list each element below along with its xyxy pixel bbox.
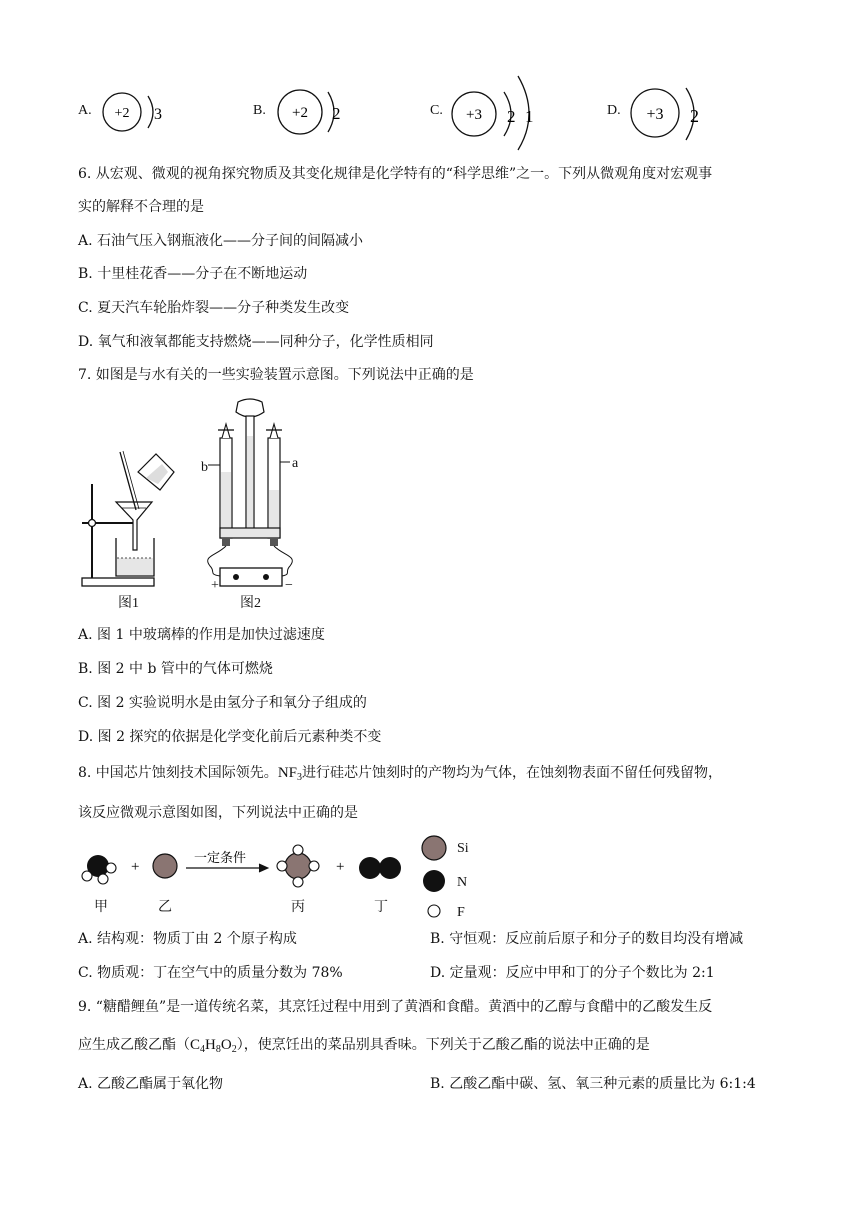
label-jia: 甲 [94, 899, 108, 915]
q7-option-c: C. 图 2 实验说明水是由氢分子和氧分子组成的 [78, 695, 367, 711]
f-atom [106, 863, 116, 873]
shell-arc [148, 96, 153, 128]
electrode-left [222, 538, 230, 546]
q8-stem-pre: 8. 中国芯片蚀刻技术国际领先。 [78, 765, 278, 781]
f-atom [277, 861, 287, 871]
q5-option-b-label: B. [253, 103, 266, 118]
arrow-head [259, 864, 268, 872]
nf3-formula: $NF_3$ [277, 765, 302, 783]
tube-a-label: a [292, 456, 299, 471]
q9-stem-line2: 应生成乙酸乙酯$(C_4H_8O_2)$，使烹饪出的菜品别具香味。下列关于乙酸乙酯的说法中正确的是 [78, 1037, 650, 1055]
f-atom [98, 874, 108, 884]
negative-terminal-label: − [285, 578, 293, 593]
funnel [116, 502, 152, 550]
reservoir-bulb [236, 399, 264, 417]
nucleus-charge: +3 [466, 107, 482, 123]
q5-option-d-label: D. [607, 103, 621, 118]
label-ding: 丁 [374, 899, 388, 915]
atom-legend [420, 834, 454, 920]
q6-option-a: A. 石油气压入钢瓶液化——分子间的间隔减小 [78, 233, 364, 249]
electrode-right [270, 538, 278, 546]
q5-option-c-label: C. [430, 103, 443, 118]
tube-b-label: b [201, 460, 208, 475]
molecule-yi-si-atom [153, 854, 177, 878]
electrolysis-apparatus-figure [198, 396, 308, 596]
n-atom [359, 857, 381, 879]
legend-f: F [457, 905, 465, 920]
shell-electrons-inner: 2 [507, 107, 516, 126]
q7-option-a: A. 图 1 中玻璃棒的作用是加快过滤速度 [78, 627, 325, 643]
legend-n: N [457, 875, 468, 890]
legend-si: Si [457, 841, 469, 856]
fig2-caption: 图2 [240, 596, 261, 611]
tube-b-stopcock [222, 424, 230, 438]
f-atom [309, 861, 319, 871]
ethyl-acetate-formula: $C_4H_8O_2$ [190, 1037, 237, 1055]
molecule-bing [277, 845, 319, 887]
power-supply [220, 568, 282, 586]
q5-option-a-label: A. [78, 103, 92, 118]
si-legend-swatch [422, 836, 446, 860]
q6-option-c: C. 夏天汽车轮胎炸裂——分子种类发生改变 [78, 300, 350, 316]
positive-terminal-label: + [211, 578, 219, 593]
n-legend-swatch [423, 870, 445, 892]
q7-option-d: D. 图 2 探究的依据是化学变化前后元素种类不变 [78, 729, 382, 745]
f-legend-swatch [428, 905, 440, 917]
plus-sign-2: + [336, 859, 345, 875]
nucleus-charge: +3 [646, 106, 664, 123]
shell-electrons: 2 [690, 106, 699, 126]
q6-option-d: D. 氧气和液氧都能支持燃烧——同种分子，化学性质相同 [78, 334, 434, 350]
shell-electrons: 2 [332, 104, 341, 123]
f-atom [293, 845, 303, 855]
si-atom [285, 853, 311, 879]
label-yi: 乙 [158, 899, 172, 915]
q8-option-c: C. 物质观：丁在空气中的质量分数为 78% [78, 965, 343, 981]
fig1-caption: 图1 [118, 596, 139, 611]
q6-stem-line2: 实的解释不合理的是 [78, 199, 204, 215]
f-atom [82, 871, 92, 881]
shell-electrons-outer: 1 [525, 107, 534, 126]
q9-option-a: A. 乙酸乙酯属于氧化物 [78, 1076, 224, 1092]
reaction-condition: 一定条件 [194, 850, 247, 865]
q8-option-b: B. 守恒观：反应前后原子和分子的数目均没有增减 [430, 931, 744, 947]
q8-stem-line1 [78, 766, 722, 783]
q6-option-b: B. 十里桂花香——分子在不断地运动 [78, 266, 308, 282]
q6-stem-line1: 6. 从宏观、微观的视角探究物质及其变化规律是化学特有的“科学思维”之一。下列从微观角度对宏观事 [78, 166, 713, 182]
f-atom [293, 877, 303, 887]
q8-option-a: A. 结构观：物质丁由 2 个原子构成 [78, 931, 297, 947]
q8-option-d: D. 定量观：反应中甲和丁的分子个数比为 2:1 [430, 965, 715, 981]
stand-base [82, 578, 154, 586]
q8-stem-line2: 该反应微观示意图如图，下列说法中正确的是 [78, 805, 358, 821]
nucleus-charge: +2 [292, 105, 308, 121]
tube-a-stopcock [270, 424, 278, 438]
q7-stem: 7. 如图是与水有关的一些实验装置示意图。下列说法中正确的是 [78, 367, 474, 383]
nucleus-charge: +2 [114, 106, 130, 121]
n-atom [379, 857, 401, 879]
q5-option-d-atom-diagram [622, 82, 712, 146]
q8-stem-post: 进行硅芯片蚀刻时的产物均为气体，在蚀刻物表面不留任何残留物， [302, 765, 722, 781]
connector-tube [220, 528, 280, 538]
label-bing: 丙 [291, 899, 305, 915]
q9-stem-line1: 9. “糖醋鲤鱼”是一道传统名菜，其烹饪过程中用到了黄酒和食醋。黄酒中的乙醇与食醋中的乙酸发生反 [78, 999, 713, 1015]
shell-electrons: 3 [154, 106, 162, 123]
q5-option-b-atom-diagram [270, 84, 350, 142]
plus-sign-1: + [131, 859, 140, 875]
q5-option-a-atom-diagram [92, 86, 172, 142]
filtrate [117, 558, 153, 575]
q9-option-b: B. 乙酸乙酯中碳、氢、氧三种元素的质量比为 6:1:4 [430, 1076, 756, 1092]
glass-rod [120, 452, 136, 510]
q7-option-b: B. 图 2 中 b 管中的气体可燃烧 [78, 661, 273, 677]
clamp-knob [89, 520, 96, 527]
molecule-jia [82, 855, 116, 884]
q5-option-c-atom-diagram [446, 72, 546, 152]
filtration-apparatus-figure [76, 450, 186, 615]
